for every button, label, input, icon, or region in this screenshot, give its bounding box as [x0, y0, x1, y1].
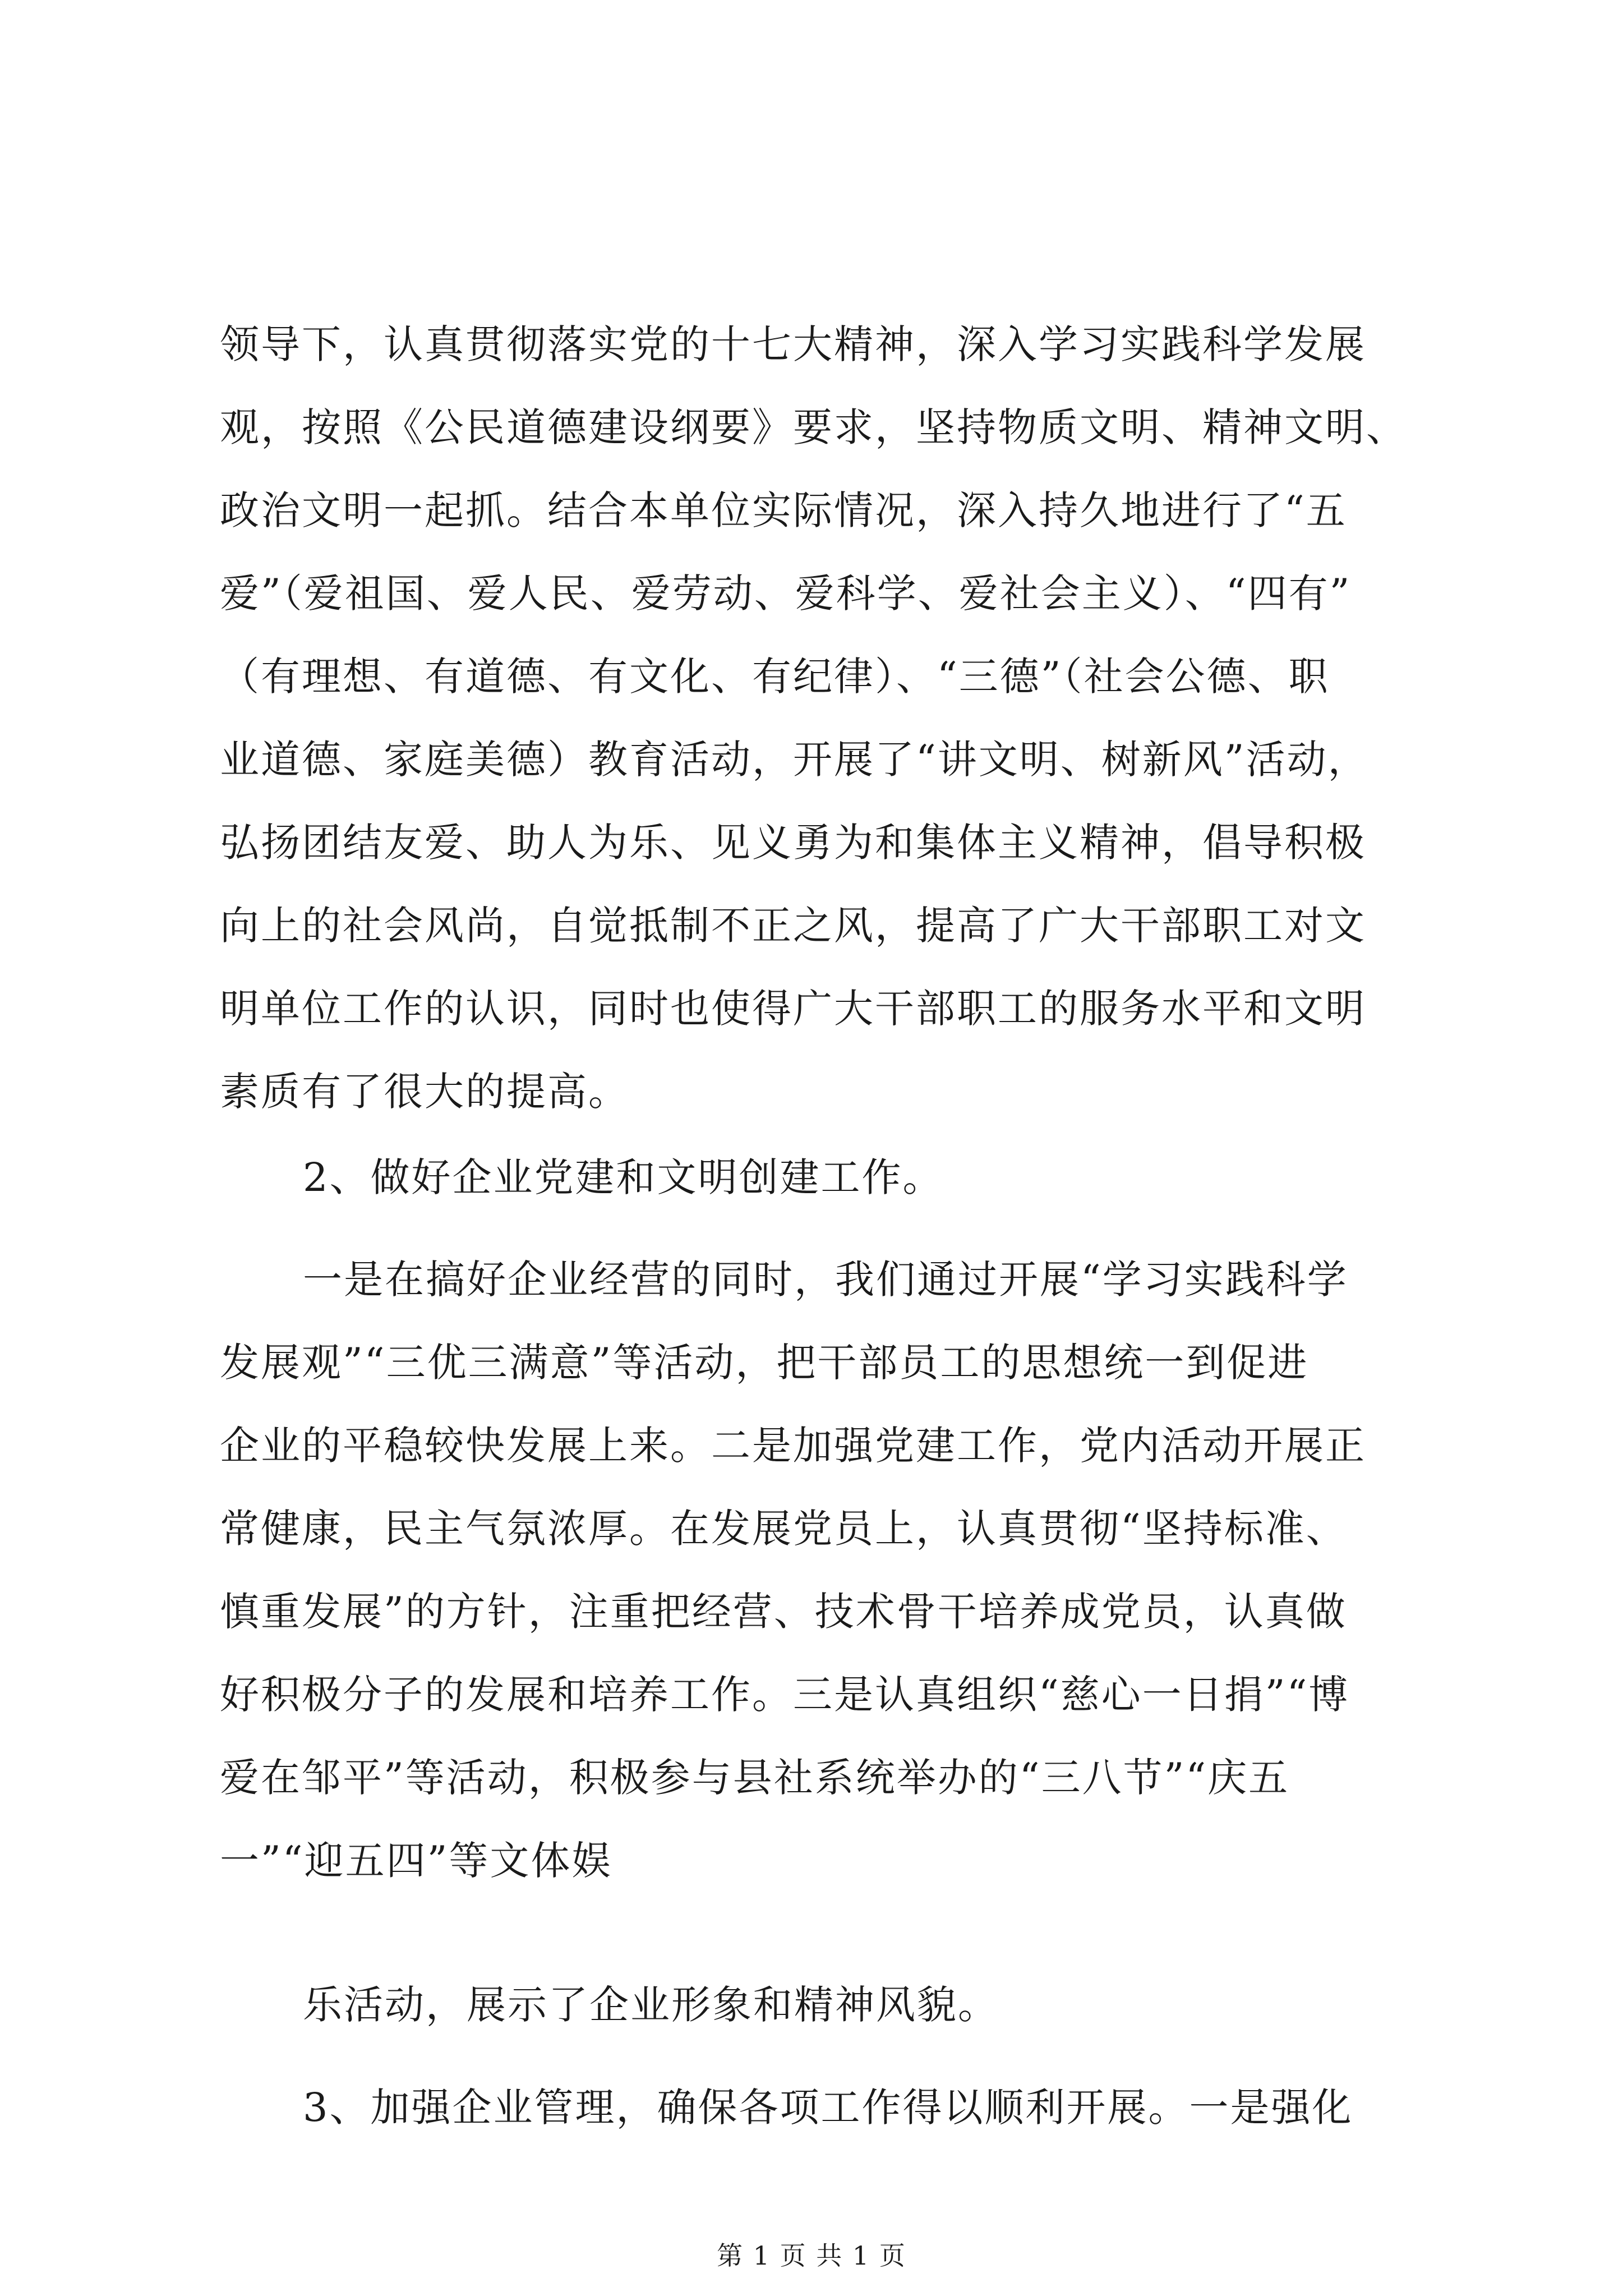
text-line: 爱”（爱祖国、爱人民、爱劳动、爱科学、爱社会主义）、“四有”: [220, 570, 1352, 616]
text-line: 政治文明一起抓。结合本单位实际情况，深入持久地进行了“五: [220, 487, 1347, 533]
paragraph-2: [220, 1238, 1420, 1902]
section-heading: 2、做好企业党建和文明创建工作。: [303, 1154, 944, 1200]
text-line: 观，按照《公民道德建设纲要》要求，坚持物质文明、精神文明、: [220, 404, 1407, 450]
text-line: 发展观”“三优三满意”等活动，把干部员工的思想统一到促进: [220, 1340, 1309, 1386]
text-line: 慎重发展”的方针，注重把经营、技术骨干培养成党员，认真做: [220, 1589, 1347, 1635]
text-line: 素质有了很大的提高。: [220, 1069, 629, 1115]
paragraph-1: [220, 303, 1420, 1133]
text-line: 爱在邹平”等活动，积极参与县社系统举办的“三八节”“庆五: [220, 1755, 1290, 1801]
text-line: 业道德、家庭美德）教育活动，开展了“讲文明、树新风”活动，: [220, 737, 1369, 783]
text-line: 一是在搞好企业经营的同时，我们通过开展“学习实践科学: [303, 1257, 1348, 1303]
text-line: （有理想、有道德、有文化、有纪律）、“三德”（社会公德、职: [220, 654, 1330, 700]
text-line: 明单位工作的认识，同时也使得广大干部职工的服务水平和文明: [220, 986, 1366, 1032]
text-line: 领导下，认真贯彻落实党的十七大精神，深入学习实践科学发展: [220, 321, 1366, 367]
text-line: 乐活动，展示了企业形象和精神风貌。: [303, 1982, 999, 2028]
page-number-footer: 第 1 页 共 1 页: [717, 2240, 906, 2271]
text-line: 弘扬团结友爱、助人为乐、见义勇为和集体主义精神，倡导积极: [220, 820, 1366, 866]
text-line: 企业的平稳较快发展上来。二是加强党建工作，党内活动开展正: [220, 1423, 1366, 1469]
text-line: 向上的社会风尚，自觉抵制不正之风，提高了广大干部职工对文: [220, 903, 1366, 949]
text-line: 常健康，民主气氛浓厚。在发展党员上，认真贯彻“坚持标准、: [220, 1506, 1347, 1552]
section-heading-2: [220, 1136, 1420, 1219]
paragraph-3: [220, 1963, 1420, 2046]
paragraph-4: [220, 2066, 1420, 2149]
text-line: 一”“迎五四”等文体娱: [220, 1838, 613, 1884]
text-line: 好积极分子的发展和培养工作。三是认真组织“慈心一日捐”“博: [220, 1672, 1350, 1718]
text-line: 3、加强企业管理，确保各项工作得以顺利开展。一是强化: [303, 2085, 1353, 2131]
